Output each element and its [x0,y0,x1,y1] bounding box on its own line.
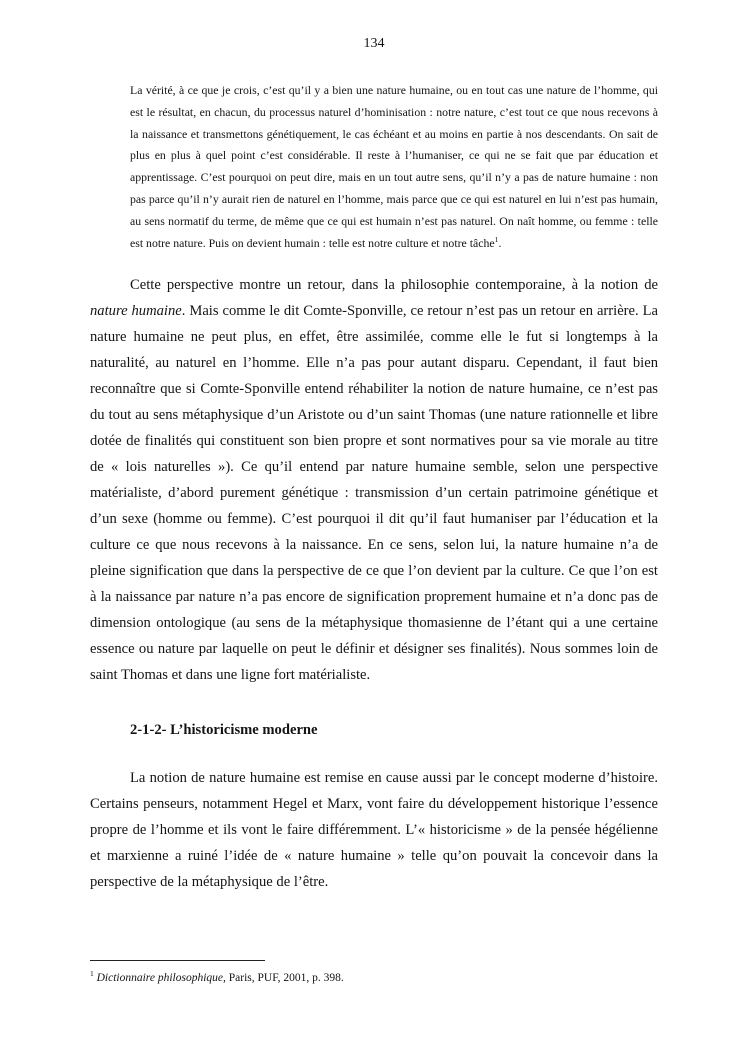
footnote-reference-mark: 1 [494,234,499,244]
page-number: 134 [363,36,385,51]
paragraph-1-text-before: Cette perspective montre un retour, dans la philosophie contemporaine, à la notion de [130,277,658,294]
quote-text: La vérité, à ce que je crois, c’est qu’il y a bien une nature humaine, ou en tout cas une nature de l’homme, qui est le résultat, en chacun, du processus naturel d’hominisation : notre nature, c’est tout ce que nous recevons à la naissance et transmettons génétiquement, le cas échéant et au moins en partie à nos descendants. On sait de plus en plus à quel point c’est considérable. Il reste à l’humaniser, ce qui ne se fait que par éducation et apprentissage. C’est pourquoi on peut dire, mais en un tout autre sens, qu’il n’y a pas de nature humaine : non pas parce qu’il n’y aurait rien de naturel en l’homme, mais parce que ce qui est naturel en lui n’est pas humain, au sens normatif du terme, de même que ce qui est humain n’est pas naturel. On naît homme, ou femme : telle est notre nature. Puis on devient humain : telle est notre culture et notre tâche [130,83,658,250]
italic-term-nature-humaine: nature humaine [90,303,182,320]
block-quote [130,80,658,254]
paragraph-1-text-after: . Mais comme le dit Comte-Sponville, ce retour n’est pas un retour en arrière. La nature humaine ne peut plus, en effet, être assimilée, comme elle le fut si longtemps à la naturalité, au naturel en l’homme. Elle n’a pas pour autant disparu. Cependant, il faut bien reconnaître que si Comte-Sponville entend réhabiliter la notion de nature humaine, ce n’est pas du tout au sens métaphysique d’un Aristote ou d’un saint Thomas (une nature rationnelle et libre dotée de finalités qui constituent son bien propre et sont normatives pour sa vie morale au titre de « lois naturelles »). Ce qu’il entend par nature humaine semble, selon une perspective matérialiste, d’abord purement génétique : transmission d’un certain patrimoine génétique et d’un sexe (homme ou femme). C’est pourquoi il dit qu’il faut humaniser par l’éducation et la culture ce que nous recevons à la naissance. En ce sens, selon lui, la nature humaine n’a de pleine signification que dans la perspective de ce que l’on devient par la culture. Ce que l’on est à la naissance par nature n’a pas encore de signification proprement humaine et n’a donc pas de dimension ontologique (au sens de la métaphysique thomasienne de l’étant qui a une certaine essence ou nature par laquelle on peut le définir et désigner ses finalités). Nous sommes loin de saint Thomas et dans une ligne fort matérialiste. [90,303,658,684]
page-content [90,36,658,895]
footnote-separator [90,960,265,961]
footnote-area [90,960,658,986]
section-heading: 2-1-2- L’historicisme moderne [130,722,318,739]
footnote [90,970,658,986]
footnote-title-italic: Dictionnaire philosophique, [96,972,226,984]
paragraph-2: La notion de nature humaine est remise en cause aussi par le concept moderne d’histoire. Certains penseurs, notamment Hegel et Marx, vont faire du développement historique l’essence propre de l’homme et ils vont le faire différemment. L’« historicisme » de la pensée hégélienne et marxienne a ruiné l’idée de « nature humaine » telle qu’on pouvait la concevoir dans la perspective de la métaphysique de l’être. [90,770,658,891]
paragraph-1 [90,272,658,688]
quote-ending-punctuation: . [498,235,502,250]
footnote-publication-info: Paris, PUF, 2001, p. 398. [225,972,344,984]
footnote-number: 1 [90,969,94,979]
